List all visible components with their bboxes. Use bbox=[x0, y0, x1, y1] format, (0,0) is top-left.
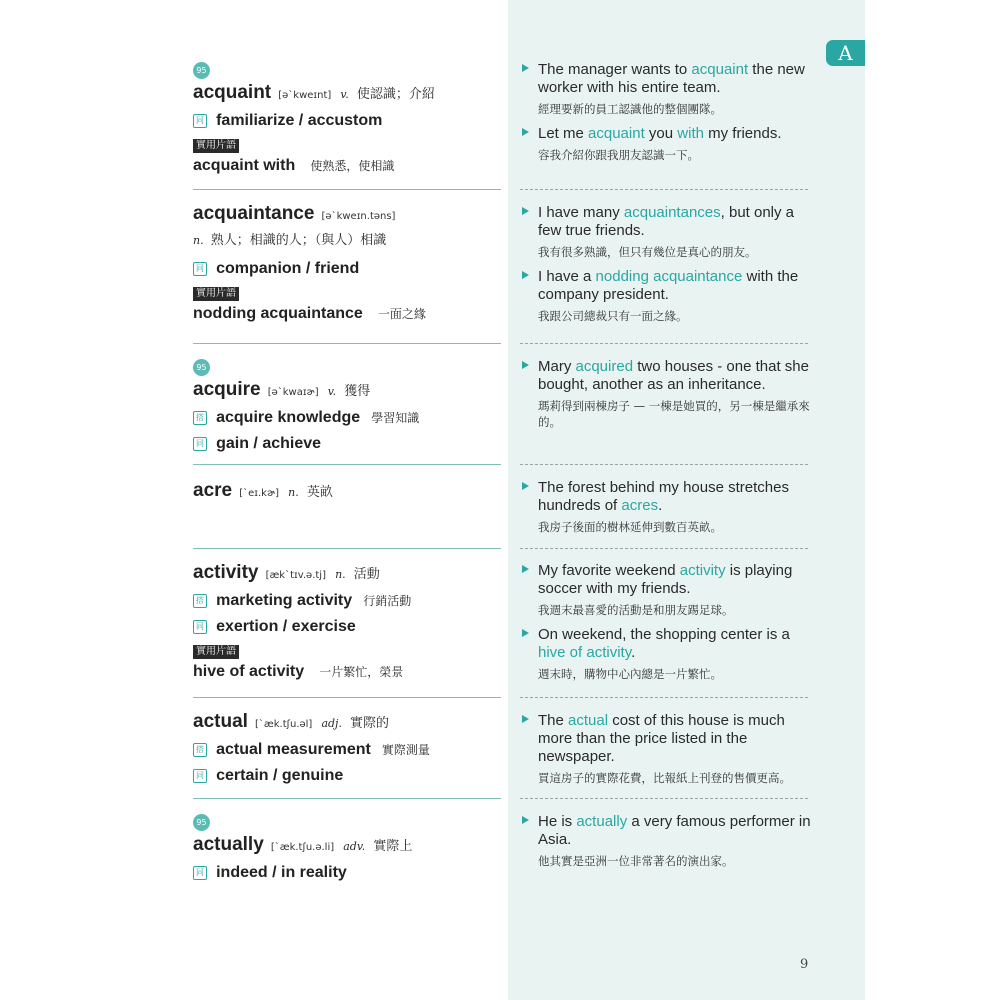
highlighted-keyword: actually bbox=[576, 813, 628, 830]
synonym-text: exertion / exercise bbox=[216, 618, 356, 635]
sentence-text: with the company president. bbox=[538, 268, 799, 303]
definition: 獲得 bbox=[344, 384, 371, 399]
sentence-text: The manager wants to bbox=[538, 61, 692, 78]
example-sentence bbox=[522, 562, 814, 618]
phrase-label: 實用片語 bbox=[193, 139, 239, 153]
sentence-text: a very famous performer in Asia. bbox=[538, 813, 811, 848]
headword: acquaintance bbox=[193, 203, 315, 224]
example-translation: 我週末最喜愛的活動是和朋友踢足球。 bbox=[538, 603, 734, 617]
example-translation: 我房子後面的樹林延伸到數百英畝。 bbox=[538, 520, 722, 534]
synonym-text: indeed / in reality bbox=[216, 864, 347, 881]
play-arrow-icon bbox=[522, 361, 529, 369]
sentence-text: you bbox=[644, 125, 678, 142]
pronunciation: [ə`kweɪnt] bbox=[278, 90, 332, 101]
sentence-text: I have a bbox=[538, 268, 596, 285]
play-arrow-icon bbox=[522, 482, 529, 490]
sentence-text: the new worker with his entire team. bbox=[538, 61, 805, 96]
play-arrow-icon bbox=[522, 128, 529, 136]
sentence-text: two houses - one that she bought, another as an inheritance. bbox=[538, 358, 809, 393]
collocation-icon: 搭 bbox=[193, 594, 207, 608]
highlighted-keyword: actual bbox=[568, 712, 609, 729]
example-sentence bbox=[522, 626, 814, 682]
highlighted-keyword: with bbox=[677, 125, 704, 142]
example-divider bbox=[520, 548, 808, 549]
collocation-icon: 搭 bbox=[193, 411, 207, 425]
synonym-text: certain / genuine bbox=[216, 767, 344, 784]
example-english bbox=[538, 125, 814, 143]
entry-divider bbox=[193, 343, 501, 344]
sentence-text: My favorite weekend bbox=[538, 562, 680, 579]
definition: 實際上 bbox=[373, 839, 413, 854]
headword: acquire bbox=[193, 379, 261, 400]
example-divider bbox=[520, 697, 808, 698]
play-arrow-icon bbox=[522, 565, 529, 573]
pronunciation: [`eɪ.kɚ] bbox=[239, 488, 280, 499]
entry-actual bbox=[193, 711, 501, 785]
headword: actual bbox=[193, 711, 248, 732]
part-of-speech: adv. bbox=[343, 840, 366, 853]
example-sentence bbox=[522, 61, 814, 117]
definition: 熟人；相識的人；（與人）相識 bbox=[210, 233, 387, 248]
example-sentence bbox=[522, 479, 814, 535]
play-arrow-icon bbox=[522, 715, 529, 723]
example-translation: 容我介紹你跟我朋友認識一下。 bbox=[538, 148, 699, 162]
example-divider bbox=[520, 343, 808, 344]
level-badge: 95 bbox=[193, 62, 210, 79]
example-english bbox=[538, 358, 814, 394]
play-arrow-icon bbox=[522, 64, 529, 72]
example-english bbox=[538, 562, 814, 598]
entry-acquaint bbox=[193, 58, 501, 175]
sentence-text: The bbox=[538, 712, 569, 729]
play-arrow-icon bbox=[522, 271, 529, 279]
part-of-speech: n. bbox=[288, 486, 299, 499]
highlighted-keyword: acres bbox=[621, 497, 659, 514]
entry-activity bbox=[193, 562, 501, 681]
example-translation: 他其實是亞洲一位非常著名的演出家。 bbox=[538, 854, 734, 868]
entry-acquaintance bbox=[193, 203, 501, 323]
example-translation: 我跟公司總裁只有一面之緣。 bbox=[538, 309, 688, 323]
play-arrow-icon bbox=[522, 207, 529, 215]
play-arrow-icon bbox=[522, 629, 529, 637]
headword: activity bbox=[193, 562, 259, 583]
highlighted-keyword: acquaint bbox=[691, 61, 749, 78]
sentence-text: , but only a few true friends. bbox=[538, 204, 795, 239]
page-number: 9 bbox=[800, 957, 809, 972]
sentence-text: I have many bbox=[538, 204, 624, 221]
example-english bbox=[538, 204, 814, 240]
example-sentence bbox=[522, 712, 814, 786]
part-of-speech: v. bbox=[340, 88, 349, 101]
part-of-speech: n. bbox=[193, 234, 204, 247]
sentence-text: On weekend, the shopping center is a bbox=[538, 626, 790, 643]
collocation-text: marketing activity bbox=[216, 592, 353, 609]
phrase-gloss: 一面之緣 bbox=[377, 307, 426, 321]
headword: acre bbox=[193, 480, 233, 501]
entry-acquire bbox=[193, 355, 501, 453]
sentence-text: is playing soccer with my friends. bbox=[538, 562, 793, 597]
synonym-icon: 同 bbox=[193, 866, 207, 880]
example-sentence bbox=[522, 813, 814, 869]
highlighted-keyword: hive of activity bbox=[538, 644, 632, 661]
definition: 實際的 bbox=[350, 716, 390, 731]
synonym-text: familiarize / accustom bbox=[216, 112, 383, 129]
definition: 活動 bbox=[353, 567, 380, 582]
synonym-icon: 同 bbox=[193, 437, 207, 451]
pronunciation: [`æk.tʃu.əl] bbox=[255, 719, 313, 730]
example-translation: 買這房子的實際花費，比報紙上刊登的售價更高。 bbox=[538, 771, 791, 785]
entry-divider bbox=[193, 548, 501, 549]
highlighted-keyword: activity bbox=[679, 562, 726, 579]
example-translation: 瑪莉得到兩棟房子 — 一棟是她買的，另一棟是繼承來的。 bbox=[538, 399, 810, 429]
entry-actually bbox=[193, 810, 501, 882]
synonym-text: gain / achieve bbox=[216, 435, 322, 452]
collocation-gloss: 學習知識 bbox=[371, 411, 420, 425]
phrase-label: 實用片語 bbox=[193, 287, 239, 301]
sentence-text: The forest behind my house stretches hundreds of bbox=[538, 479, 789, 514]
part-of-speech: v. bbox=[327, 385, 337, 398]
pronunciation: [æk`tɪv.ə.tj] bbox=[265, 570, 326, 581]
headword: actually bbox=[193, 834, 264, 855]
collocation-text: actual measurement bbox=[216, 741, 371, 758]
highlighted-keyword: acquired bbox=[575, 358, 634, 375]
definition: 使認識；介紹 bbox=[356, 87, 435, 102]
synonym-icon: 同 bbox=[193, 620, 207, 634]
example-sentence bbox=[522, 358, 814, 430]
synonym-icon: 同 bbox=[193, 262, 207, 276]
phrase-text: nodding acquaintance bbox=[193, 305, 363, 322]
example-sentence bbox=[522, 204, 814, 260]
definition: 英畝 bbox=[306, 485, 333, 500]
example-divider bbox=[520, 464, 808, 465]
sentence-text: Mary bbox=[538, 358, 576, 375]
phrase-text: acquaint with bbox=[193, 157, 296, 174]
example-translation: 週末時，購物中心內總是一片繁忙。 bbox=[538, 667, 722, 681]
example-translation: 我有很多熟識，但只有幾位是真心的朋友。 bbox=[538, 245, 757, 259]
play-arrow-icon bbox=[522, 816, 529, 824]
example-sentence bbox=[522, 268, 814, 324]
example-divider bbox=[520, 798, 808, 799]
pronunciation: [`æk.tʃu.ə.li] bbox=[270, 842, 335, 853]
section-letter-tab[interactable]: A bbox=[826, 40, 865, 66]
level-badge: 95 bbox=[193, 814, 210, 831]
headword: acquaint bbox=[193, 82, 272, 103]
sentence-text: He is bbox=[538, 813, 577, 830]
synonym-icon: 同 bbox=[193, 769, 207, 783]
example-translation: 經理要新的員工認識他的整個團隊。 bbox=[538, 102, 722, 116]
sentence-text: Let me bbox=[538, 125, 589, 142]
highlighted-keyword: acquaintances bbox=[623, 204, 721, 221]
example-english bbox=[538, 626, 814, 662]
example-divider bbox=[520, 189, 808, 190]
synonym-icon: 同 bbox=[193, 114, 207, 128]
collocation-gloss: 行銷活動 bbox=[363, 594, 412, 608]
highlighted-keyword: acquaint bbox=[588, 125, 645, 142]
collocation-icon: 搭 bbox=[193, 743, 207, 757]
highlighted-keyword: nodding acquaintance bbox=[595, 268, 743, 285]
entry-divider bbox=[193, 798, 501, 799]
entry-divider bbox=[193, 464, 501, 465]
example-english bbox=[538, 268, 814, 304]
pronunciation: [ə`kwaɪɚ] bbox=[267, 387, 319, 398]
phrase-text: hive of activity bbox=[193, 663, 305, 680]
pronunciation: [ə`kweɪn.təns] bbox=[321, 211, 396, 222]
part-of-speech: adj. bbox=[321, 717, 342, 730]
example-english bbox=[538, 61, 814, 97]
entry-acre bbox=[193, 480, 501, 502]
sentence-text: . bbox=[631, 644, 636, 661]
sentence-text: cost of this house is much more than the price listed in the newspaper. bbox=[538, 712, 785, 765]
example-english bbox=[538, 712, 814, 766]
example-sentence bbox=[522, 125, 814, 163]
example-english bbox=[538, 479, 814, 515]
level-badge: 95 bbox=[193, 359, 210, 376]
sentence-text: . bbox=[658, 497, 663, 514]
example-english bbox=[538, 813, 814, 849]
collocation-text: acquire knowledge bbox=[216, 409, 361, 426]
phrase-gloss: 使熟悉，使相識 bbox=[310, 159, 395, 173]
entry-divider bbox=[193, 189, 501, 190]
entry-divider bbox=[193, 697, 501, 698]
phrase-gloss: 一片繁忙，榮景 bbox=[319, 665, 404, 679]
sentence-text: my friends. bbox=[703, 125, 782, 142]
collocation-gloss: 實際測量 bbox=[381, 743, 430, 757]
part-of-speech: n. bbox=[335, 568, 346, 581]
phrase-label: 實用片語 bbox=[193, 645, 239, 659]
synonym-text: companion / friend bbox=[216, 260, 360, 277]
